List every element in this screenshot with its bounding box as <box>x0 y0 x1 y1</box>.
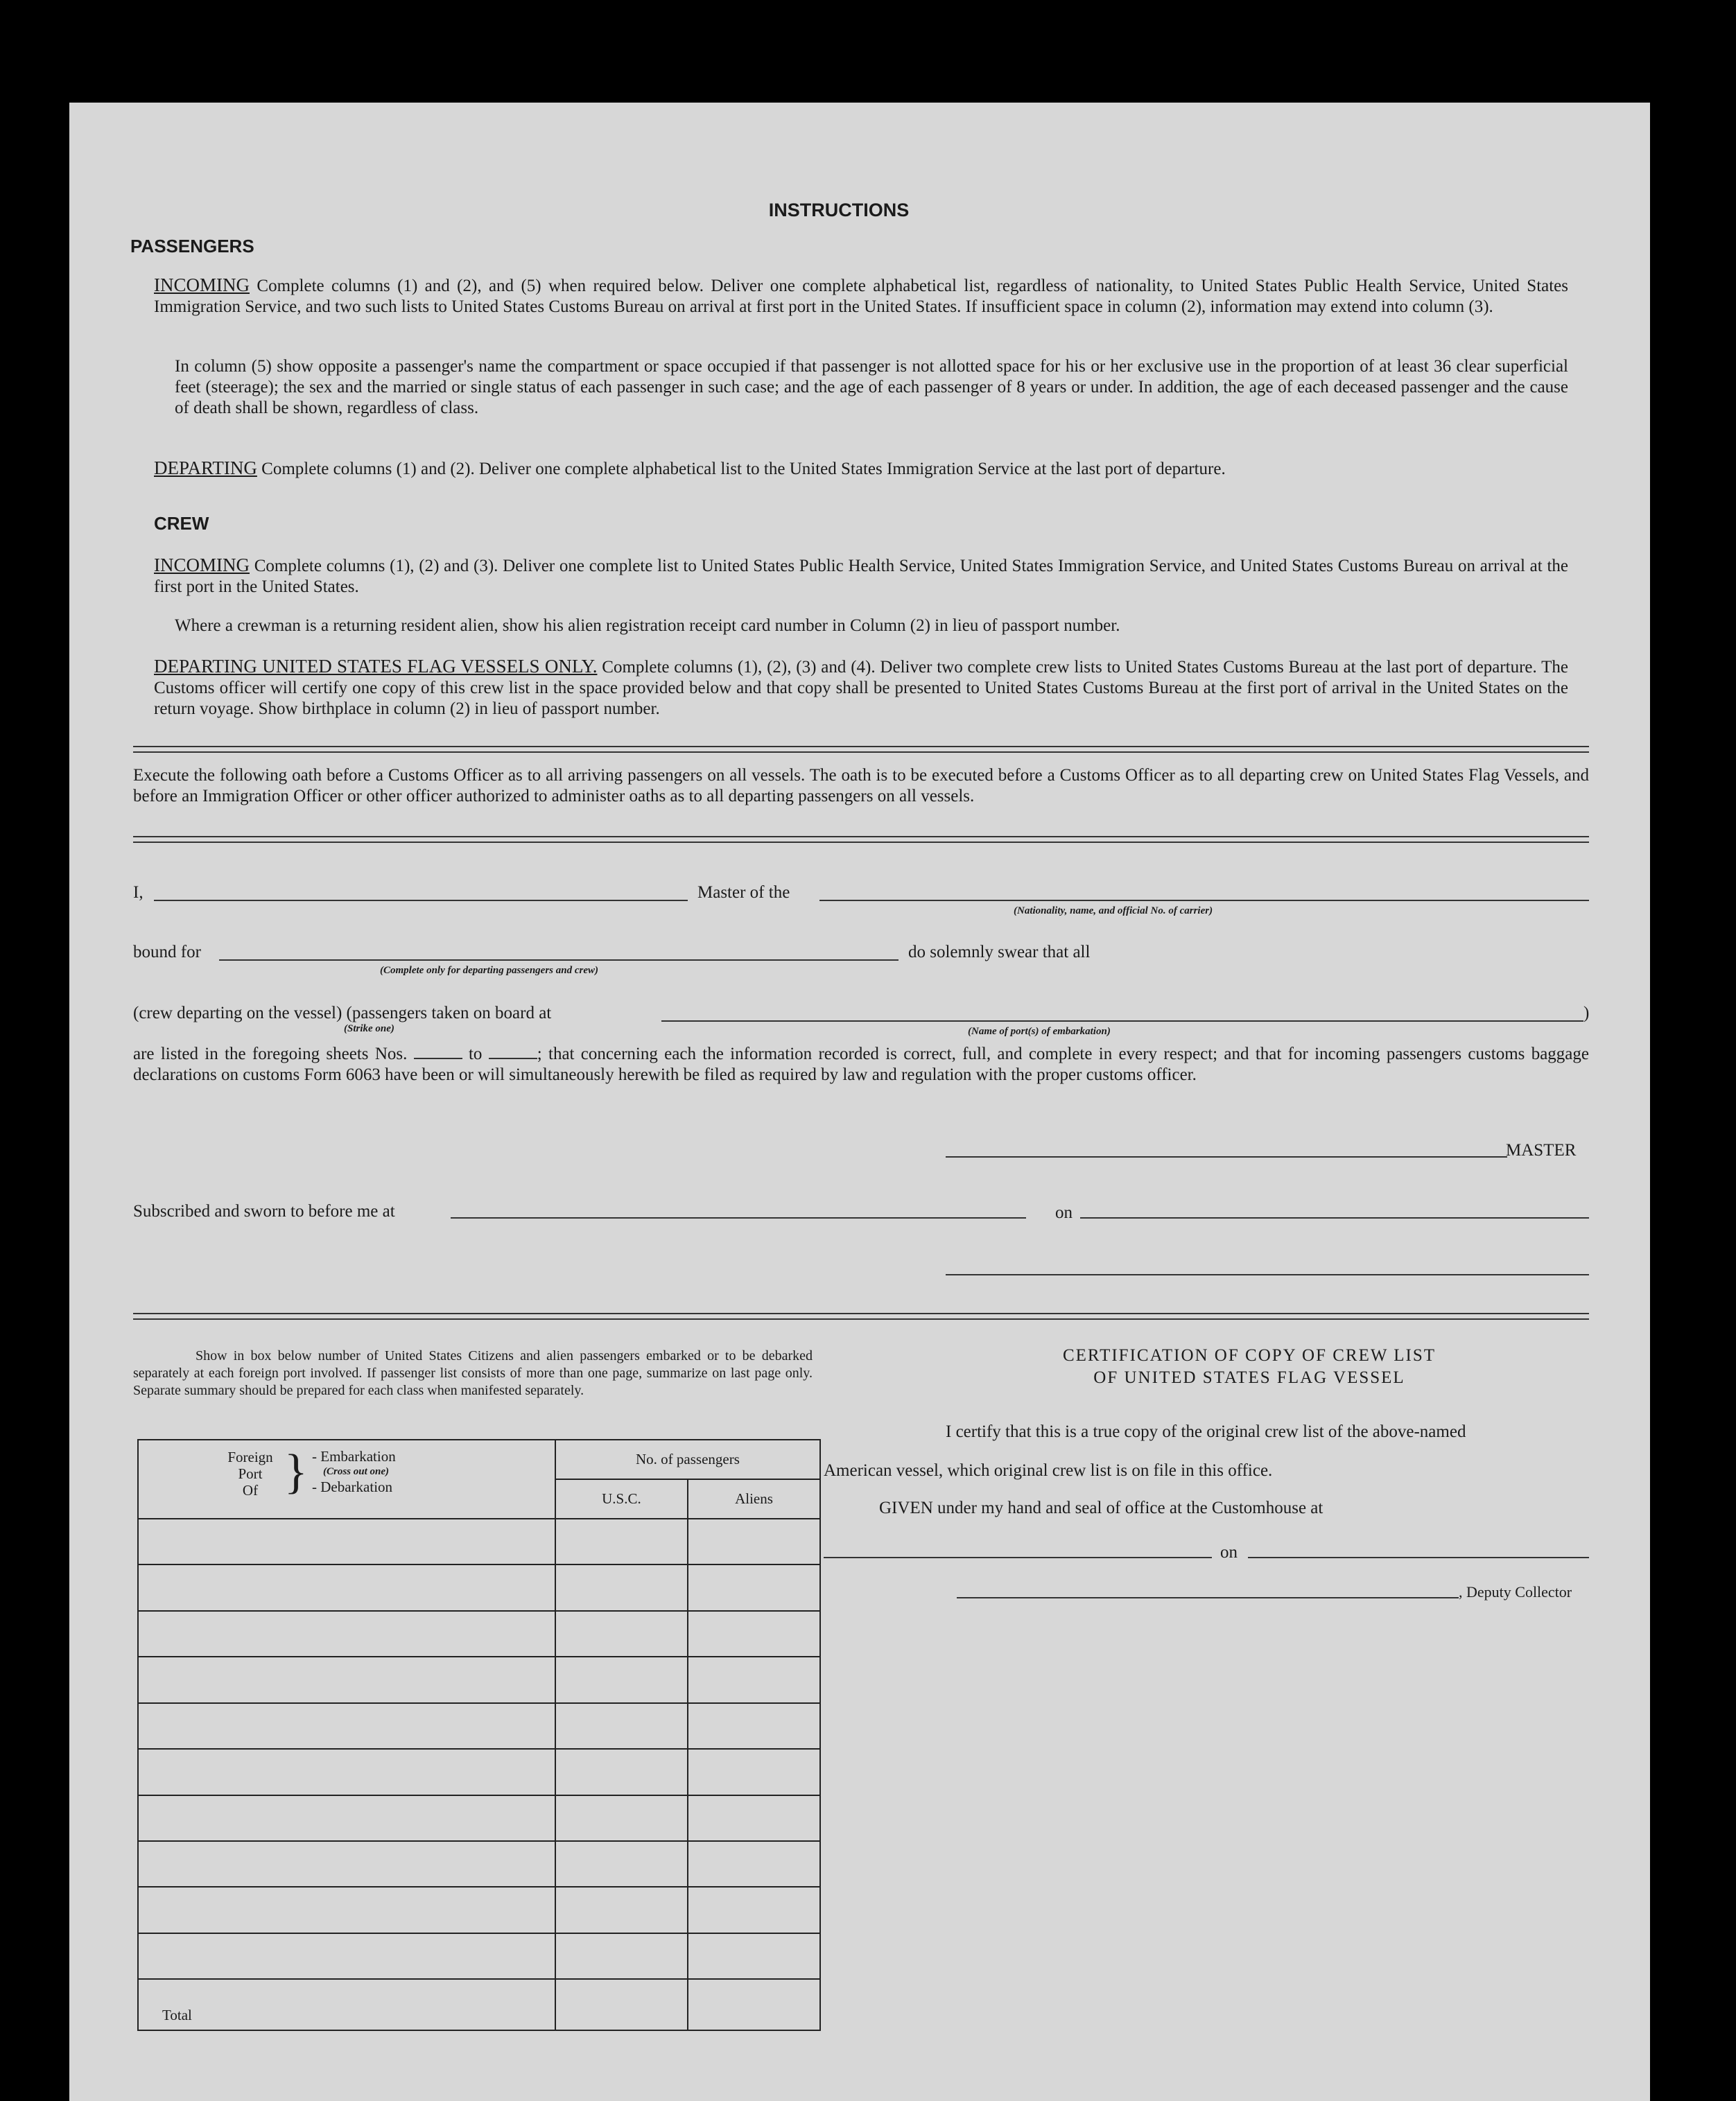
total-label: Total <box>162 2007 192 2023</box>
instructions-title: INSTRUCTIONS <box>768 200 910 220</box>
flag-label: DEPARTING UNITED STATES FLAG VESSELS ONLY. <box>154 656 598 677</box>
close-paren: ) <box>1583 1004 1590 1022</box>
crew-departing-label: (crew departing on the vessel) (passengers taken on board at <box>133 1004 552 1022</box>
subscribed-place-line[interactable] <box>451 1217 1026 1219</box>
port-cell[interactable] <box>138 1519 555 1564</box>
aliens-cell[interactable] <box>688 1841 820 1887</box>
on-label: on <box>1055 1203 1073 1222</box>
aliens-header: Aliens <box>688 1479 820 1519</box>
crew-incoming-label: INCOMING <box>154 555 250 575</box>
aliens-cell[interactable] <box>688 1933 820 1979</box>
listed-label-a: are listed in the foregoing sheets Nos. <box>133 1045 408 1063</box>
aliens-cell[interactable] <box>688 1795 820 1841</box>
aliens-cell[interactable] <box>688 1611 820 1657</box>
of-label: Of <box>242 1482 259 1499</box>
master-of-the-label: Master of the <box>697 883 790 902</box>
aliens-cell[interactable] <box>688 1564 820 1610</box>
deputy-collector-label: , Deputy Collector <box>1459 1583 1572 1601</box>
aliens-cell[interactable] <box>688 1749 820 1795</box>
subscribed-label: Subscribed and sworn to before me at <box>133 1202 395 1221</box>
column5-text: In column (5) show opposite a passenger's name the compartment or space occupied if that passenger is not allotted space for his or her exclusive use in the proportion of at least 36 clear superficial feet (steerage); the sex and the married or single status of each passenger in such case; and the age of each passenger of 8 years or under. In addition, the age of each deceased passenger and the cause of death shall be shown, regardless of class. <box>175 357 1568 417</box>
aliens-cell[interactable] <box>688 1657 820 1702</box>
total-cell <box>138 1979 555 2030</box>
aliens-cell[interactable] <box>688 1887 820 1933</box>
official-signature-line[interactable] <box>946 1274 1589 1275</box>
port-cell[interactable] <box>138 1795 555 1841</box>
no-passengers-header: No. of passengers <box>555 1440 820 1479</box>
crew-incoming-text: Complete columns (1), (2) and (3). Deliver one complete list to United States Public Health Service, United States Immigration Service, and United States Customs Bureau on arrival at the first port in the United States. <box>154 557 1568 596</box>
carrier-caption: (Nationality, name, and official No. of carrier) <box>1014 905 1213 916</box>
embarkation-ports-line[interactable] <box>661 1020 1583 1022</box>
deputy-signature-line[interactable] <box>957 1597 1459 1598</box>
usc-total-cell[interactable] <box>555 1979 688 2030</box>
divider-2 <box>133 836 1589 843</box>
form-page <box>69 103 1650 2101</box>
incoming-passengers-block <box>154 274 1568 317</box>
ports-box-instruction: Show in box below number of United States Citizens and alien passengers embarked or to be debarked separately at each foreign port involved. If passenger list consists of more than one page, summarize on last page only. Separate summary should be prepared for each class when manifested separately. <box>133 1348 813 1398</box>
port-cell[interactable] <box>138 1933 555 1979</box>
usc-cell[interactable] <box>555 1749 688 1795</box>
crew-incoming-block <box>154 555 1568 598</box>
master-signature-line[interactable] <box>946 1156 1507 1158</box>
brace-icon: } <box>284 1445 308 1499</box>
oath-intro: Execute the following oath before a Customs Officer as to all arriving passengers on all vessels. The oath is to be executed before a Customs Officer as to all departing crew on United States Flag Vessels, and before an Immigration Officer or other officer authorized to administer oaths as to all departing passengers on all vessels. <box>133 766 1589 805</box>
ports-header-cell <box>138 1440 555 1519</box>
usc-header: U.S.C. <box>555 1479 688 1519</box>
departing-passengers-block <box>154 457 1568 480</box>
given-text: GIVEN under my hand and seal of office at the Customhouse at <box>879 1499 1323 1517</box>
swear-label: do solemnly swear that all <box>908 943 1091 961</box>
ports-table <box>137 1439 821 2031</box>
embarkation-label: - Embarkation <box>312 1448 396 1465</box>
port-cell[interactable] <box>138 1841 555 1887</box>
certification-title-line1: CERTIFICATION OF COPY OF CREW LIST <box>1062 1346 1436 1365</box>
usc-cell[interactable] <box>555 1933 688 1979</box>
certify-line1: I certify that this is a true copy of the original crew list of the above-named <box>946 1422 1466 1441</box>
master-name-line[interactable] <box>154 900 688 901</box>
bound-for-line[interactable] <box>219 959 899 961</box>
usc-cell[interactable] <box>555 1611 688 1657</box>
master-label: MASTER <box>1506 1141 1577 1160</box>
cert-on-label: on <box>1220 1543 1238 1562</box>
flag-text: Complete columns (1), (2), (3) and (4). Deliver two complete crew lists to United States Customs Bureau at the last port of departure. The Customs officer will certify one copy of this crew list in the space provided below and that copy shall be presented to United States Customs Bureau at the first port of arrival in the United States on the return voyage. Show birthplace in column (2) in lieu of passport number. <box>154 658 1568 718</box>
listed-to-label: to <box>468 1045 483 1063</box>
usc-cell[interactable] <box>555 1887 688 1933</box>
carrier-line[interactable] <box>819 900 1589 901</box>
port-cell[interactable] <box>138 1657 555 1702</box>
cross-out-caption: (Cross out one) <box>323 1466 390 1477</box>
listed-paragraph <box>133 1044 1589 1086</box>
sheet-from-field[interactable] <box>414 1045 462 1059</box>
divider-3 <box>133 1313 1589 1320</box>
usc-cell[interactable] <box>555 1703 688 1749</box>
passengers-heading: PASSENGERS <box>130 236 254 256</box>
port-cell[interactable] <box>138 1611 555 1657</box>
debarkation-label: - Debarkation <box>312 1479 393 1495</box>
aliens-cell[interactable] <box>688 1703 820 1749</box>
port-cell[interactable] <box>138 1703 555 1749</box>
customhouse-date-line[interactable] <box>1248 1557 1589 1558</box>
i-label: I, <box>133 883 144 902</box>
port-cell[interactable] <box>138 1564 555 1610</box>
port-label: Port <box>238 1465 263 1482</box>
aliens-cell[interactable] <box>688 1519 820 1564</box>
crewman-text: Where a crewman is a returning resident alien, show his alien registration receipt card number in Column (2) in lieu of passport number. <box>175 616 1120 635</box>
incoming-text: Complete columns (1) and (2), and (5) when required below. Deliver one complete alphabetical list, regardless of nationality, to United States Public Health Service, United States Immigration Service, and two such lists to United States Customs Bureau on arrival at first port in the United States. If insufficient space in column (2), information may extend into column (3). <box>154 277 1569 316</box>
bound-for-label: bound for <box>133 943 201 961</box>
port-cell[interactable] <box>138 1887 555 1933</box>
bound-caption: (Complete only for departing passengers and crew) <box>380 965 598 976</box>
subscribed-date-line[interactable] <box>1080 1217 1589 1219</box>
incoming-label: INCOMING <box>154 274 250 295</box>
certification-title <box>910 1345 1589 1389</box>
ports-caption: (Name of port(s) of embarkation) <box>968 1026 1111 1037</box>
aliens-total-cell[interactable] <box>688 1979 820 2030</box>
usc-cell[interactable] <box>555 1519 688 1564</box>
sheet-to-field[interactable] <box>489 1045 537 1059</box>
usc-cell[interactable] <box>555 1795 688 1841</box>
certification-title-line2: OF UNITED STATES FLAG VESSEL <box>1093 1368 1405 1387</box>
departing-label: DEPARTING <box>154 457 257 478</box>
foreign-label: Foreign <box>227 1449 273 1465</box>
listed-label-b: ; that concerning each the information recorded is correct, full, and complete in every respect; and that for incoming passengers customs baggage declarations on customs Form 6063 have been or will simultaneously herewith be filed as required by law and regulation with the proper customs officer. <box>133 1045 1589 1084</box>
strike-caption: (Strike one) <box>344 1023 394 1034</box>
flag-vessels-block <box>154 656 1568 720</box>
usc-cell[interactable] <box>555 1564 688 1610</box>
certify-line2: American vessel, which original crew list is on file in this office. <box>824 1461 1273 1480</box>
usc-cell[interactable] <box>555 1841 688 1887</box>
customhouse-place-line[interactable] <box>824 1557 1212 1558</box>
usc-cell[interactable] <box>555 1657 688 1702</box>
divider-1 <box>133 746 1589 753</box>
crew-heading: CREW <box>154 513 209 534</box>
port-cell[interactable] <box>138 1749 555 1795</box>
departing-text: Complete columns (1) and (2). Deliver one complete alphabetical list to the United States Immigration Service at the last port of departure. <box>261 460 1226 478</box>
